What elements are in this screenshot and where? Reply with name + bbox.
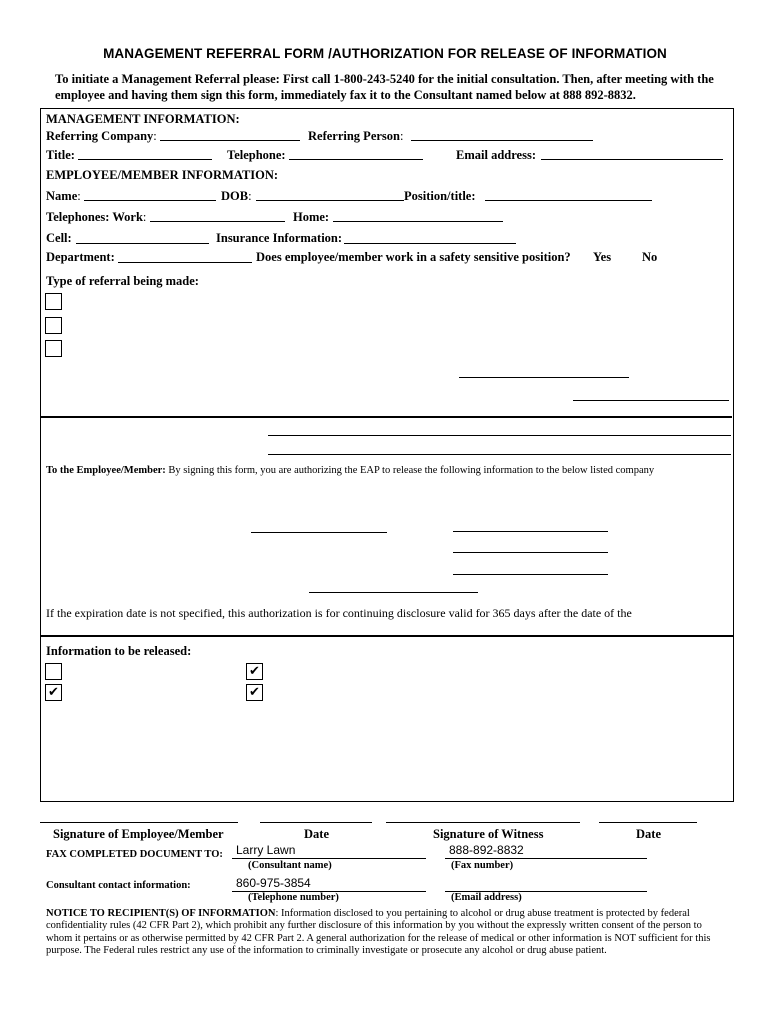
title-label: Title: [46,148,75,162]
release-checkbox-2[interactable]: ✔ [45,684,62,701]
insurance-field[interactable] [344,243,516,244]
fax-number-caption: (Fax number) [451,860,514,871]
work-phone-field[interactable] [150,221,285,222]
mgmt-telephone-field[interactable] [289,159,423,160]
cell-label: Cell: [46,231,72,245]
employee-signature-label: Signature of Employee/Member [53,827,224,841]
referring-person-field[interactable] [411,140,593,141]
release-section-box [40,636,734,802]
mgmt-telephone-label: Telephone: [227,148,286,162]
witness-signature-line[interactable] [386,822,580,823]
referral-checkbox-3[interactable] [45,340,62,357]
date2-label: Date [636,827,661,841]
home-phone-label: Home: [293,210,330,224]
employee-heading: EMPLOYEE/MEMBER INFORMATION: [46,168,279,182]
safety-no-option[interactable]: No [642,250,658,264]
referral-line-4[interactable] [268,454,731,455]
auth-line-5[interactable] [309,592,478,593]
authorization-statement: To the Employee/Member: By signing this form, you are authorizing the EAP to release the following information to the below listed company [46,465,655,476]
referring-person-label: Referring Person: [308,129,404,143]
consultant-name-caption: (Consultant name) [248,860,332,871]
email-label: Email address: [456,148,536,162]
name-label: Name: [46,189,81,203]
name-field[interactable] [84,200,216,201]
email-field[interactable] [541,159,723,160]
expiration-note: If the expiration date is not specified, this authorization is for continuing disclosure valid for 365 days after the date of the [46,606,632,620]
home-phone-field[interactable] [333,221,503,222]
release-heading: Information to be released: [46,644,192,658]
release-checkbox-3[interactable]: ✔ [246,663,263,680]
dob-label: DOB: [221,189,252,203]
referral-line-3[interactable] [268,435,731,436]
auth-line-1[interactable] [251,532,387,533]
date2-line[interactable] [599,822,697,823]
telephone-caption: (Telephone number) [248,892,339,903]
referral-line-2[interactable] [573,400,729,401]
position-field[interactable] [485,200,652,201]
intro-instructions: To initiate a Management Referral please: First call 1-800-243-5240 for the initial consultation. Then, after meeting with the employee and having them sign this form, immediately fax it to the Consultant named below at 888 892-8832. [55,72,714,102]
referring-company-label: Referring Company: [46,129,157,143]
auth-line-3[interactable] [453,552,608,553]
referring-company-field[interactable] [160,140,300,141]
position-label: Position/title: [404,189,476,203]
cell-field[interactable] [76,243,209,244]
safety-yes-option[interactable]: Yes [593,250,612,264]
fax-number-field[interactable] [445,858,647,859]
fax-label: FAX COMPLETED DOCUMENT TO: [46,849,223,860]
insurance-label: Insurance Information: [216,231,343,245]
employee-signature-line[interactable] [40,822,238,823]
date1-line[interactable] [260,822,372,823]
dob-field[interactable] [256,200,404,201]
contact-label: Consultant contact information: [46,880,191,891]
form-title: MANAGEMENT REFERRAL FORM /AUTHORIZATION FOR RELEASE OF INFORMATION [103,46,667,61]
work-phone-label: Telephones: Work: [46,210,147,224]
referral-checkbox-1[interactable] [45,293,62,310]
management-heading: MANAGEMENT INFORMATION: [46,112,240,126]
release-checkbox-1[interactable] [45,663,62,680]
consultant-name-field[interactable] [232,858,426,859]
department-field[interactable] [118,262,252,263]
witness-signature-label: Signature of Witness [433,827,544,841]
referral-section-box [40,108,734,636]
release-checkbox-4[interactable]: ✔ [246,684,263,701]
consultant-name-value: Larry Lawn [236,843,296,857]
auth-line-4[interactable] [453,574,608,575]
telephone-value: 860-975-3854 [236,876,311,890]
safety-question: Does employee/member work in a safety sensitive position? [256,250,571,264]
email-address-caption: (Email address) [451,892,522,903]
date1-label: Date [304,827,329,841]
department-label: Department: [46,250,115,264]
referral-checkbox-2[interactable] [45,317,62,334]
referral-type-heading: Type of referral being made: [46,274,199,288]
title-field[interactable] [78,159,212,160]
auth-line-2[interactable] [453,531,608,532]
section-divider [40,416,732,418]
notice-to-recipients: NOTICE TO RECIPIENT(S) OF INFORMATION: Information disclosed to you pertaining to alcohol or drug abuse treatment is protected by federal confidentiality rules (42 CFR Part 2), which prohibit any further disclosure of this information by you without the expressly written consent of the person to whom it pertains or as otherwise permitted by 42 CFR Part 2. A general authorization for the release of medical or other information is NOT sufficient for this purpose. The Federal rules restrict any use of the information to criminally investigate or prosecute any alcohol or drug abuse patient. [46,908,711,957]
referral-line-1[interactable] [459,377,629,378]
fax-number-value: 888-892-8832 [449,843,524,857]
